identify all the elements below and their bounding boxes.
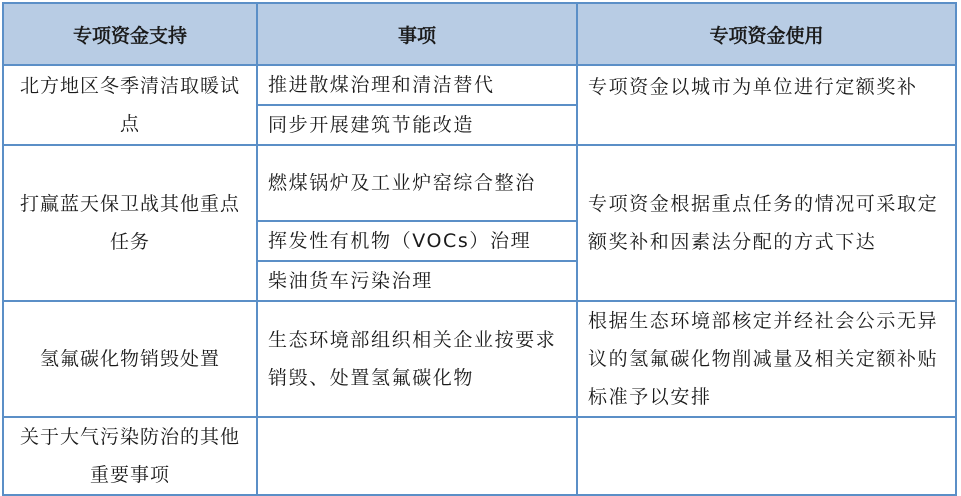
- table-row: [3, 417, 956, 495]
- item-text: 推进散煤治理和清洁替代: [268, 74, 495, 96]
- table-row: [3, 65, 956, 105]
- item-cell: [257, 105, 577, 145]
- support-text: 氢氟碳化物销毁处置: [39, 348, 220, 370]
- table-header-row: [3, 3, 956, 65]
- item-text: 生态环境部组织相关企业按要求销毁、处置氢氟碳化物: [268, 329, 557, 389]
- item-text: 挥发性有机物（VOCs）治理: [268, 230, 532, 252]
- item-cell: [257, 301, 577, 417]
- use-cell: [577, 417, 956, 495]
- item-cell: [257, 145, 577, 221]
- support-text: 关于大气污染防治的其他重要事项: [19, 426, 240, 486]
- header-support: 专项资金支持: [3, 3, 257, 65]
- item-cell: [257, 65, 577, 105]
- table-row: [3, 301, 956, 417]
- use-cell: [577, 65, 956, 145]
- item-cell: [257, 261, 577, 301]
- support-text: 打赢蓝天保卫战其他重点任务: [19, 193, 240, 253]
- use-cell: [577, 145, 956, 301]
- table-row: [3, 145, 956, 221]
- use-text: 根据生态环境部核定并经社会公示无异议的氢氟碳化物削减量及相关定额补贴标准予以安排: [588, 310, 939, 408]
- header-items: 事项: [257, 3, 577, 65]
- use-text: 专项资金以城市为单位进行定额奖补: [588, 76, 918, 98]
- item-cell: [257, 221, 577, 261]
- item-text: 燃煤锅炉及工业炉窑综合整治: [268, 172, 536, 194]
- use-cell: [577, 301, 956, 417]
- support-text: 北方地区冬季清洁取暖试点: [19, 75, 240, 135]
- header-use: 专项资金使用: [577, 3, 956, 65]
- item-cell: [257, 417, 577, 495]
- support-cell: [3, 417, 257, 495]
- special-funds-table: [2, 2, 957, 496]
- support-cell: [3, 145, 257, 301]
- item-text: 柴油货车污染治理: [268, 270, 433, 292]
- item-text: 同步开展建筑节能改造: [268, 114, 475, 136]
- use-text: 专项资金根据重点任务的情况可采取定额奖补和因素法分配的方式下达: [588, 193, 939, 253]
- support-cell: [3, 65, 257, 145]
- support-cell: [3, 301, 257, 417]
